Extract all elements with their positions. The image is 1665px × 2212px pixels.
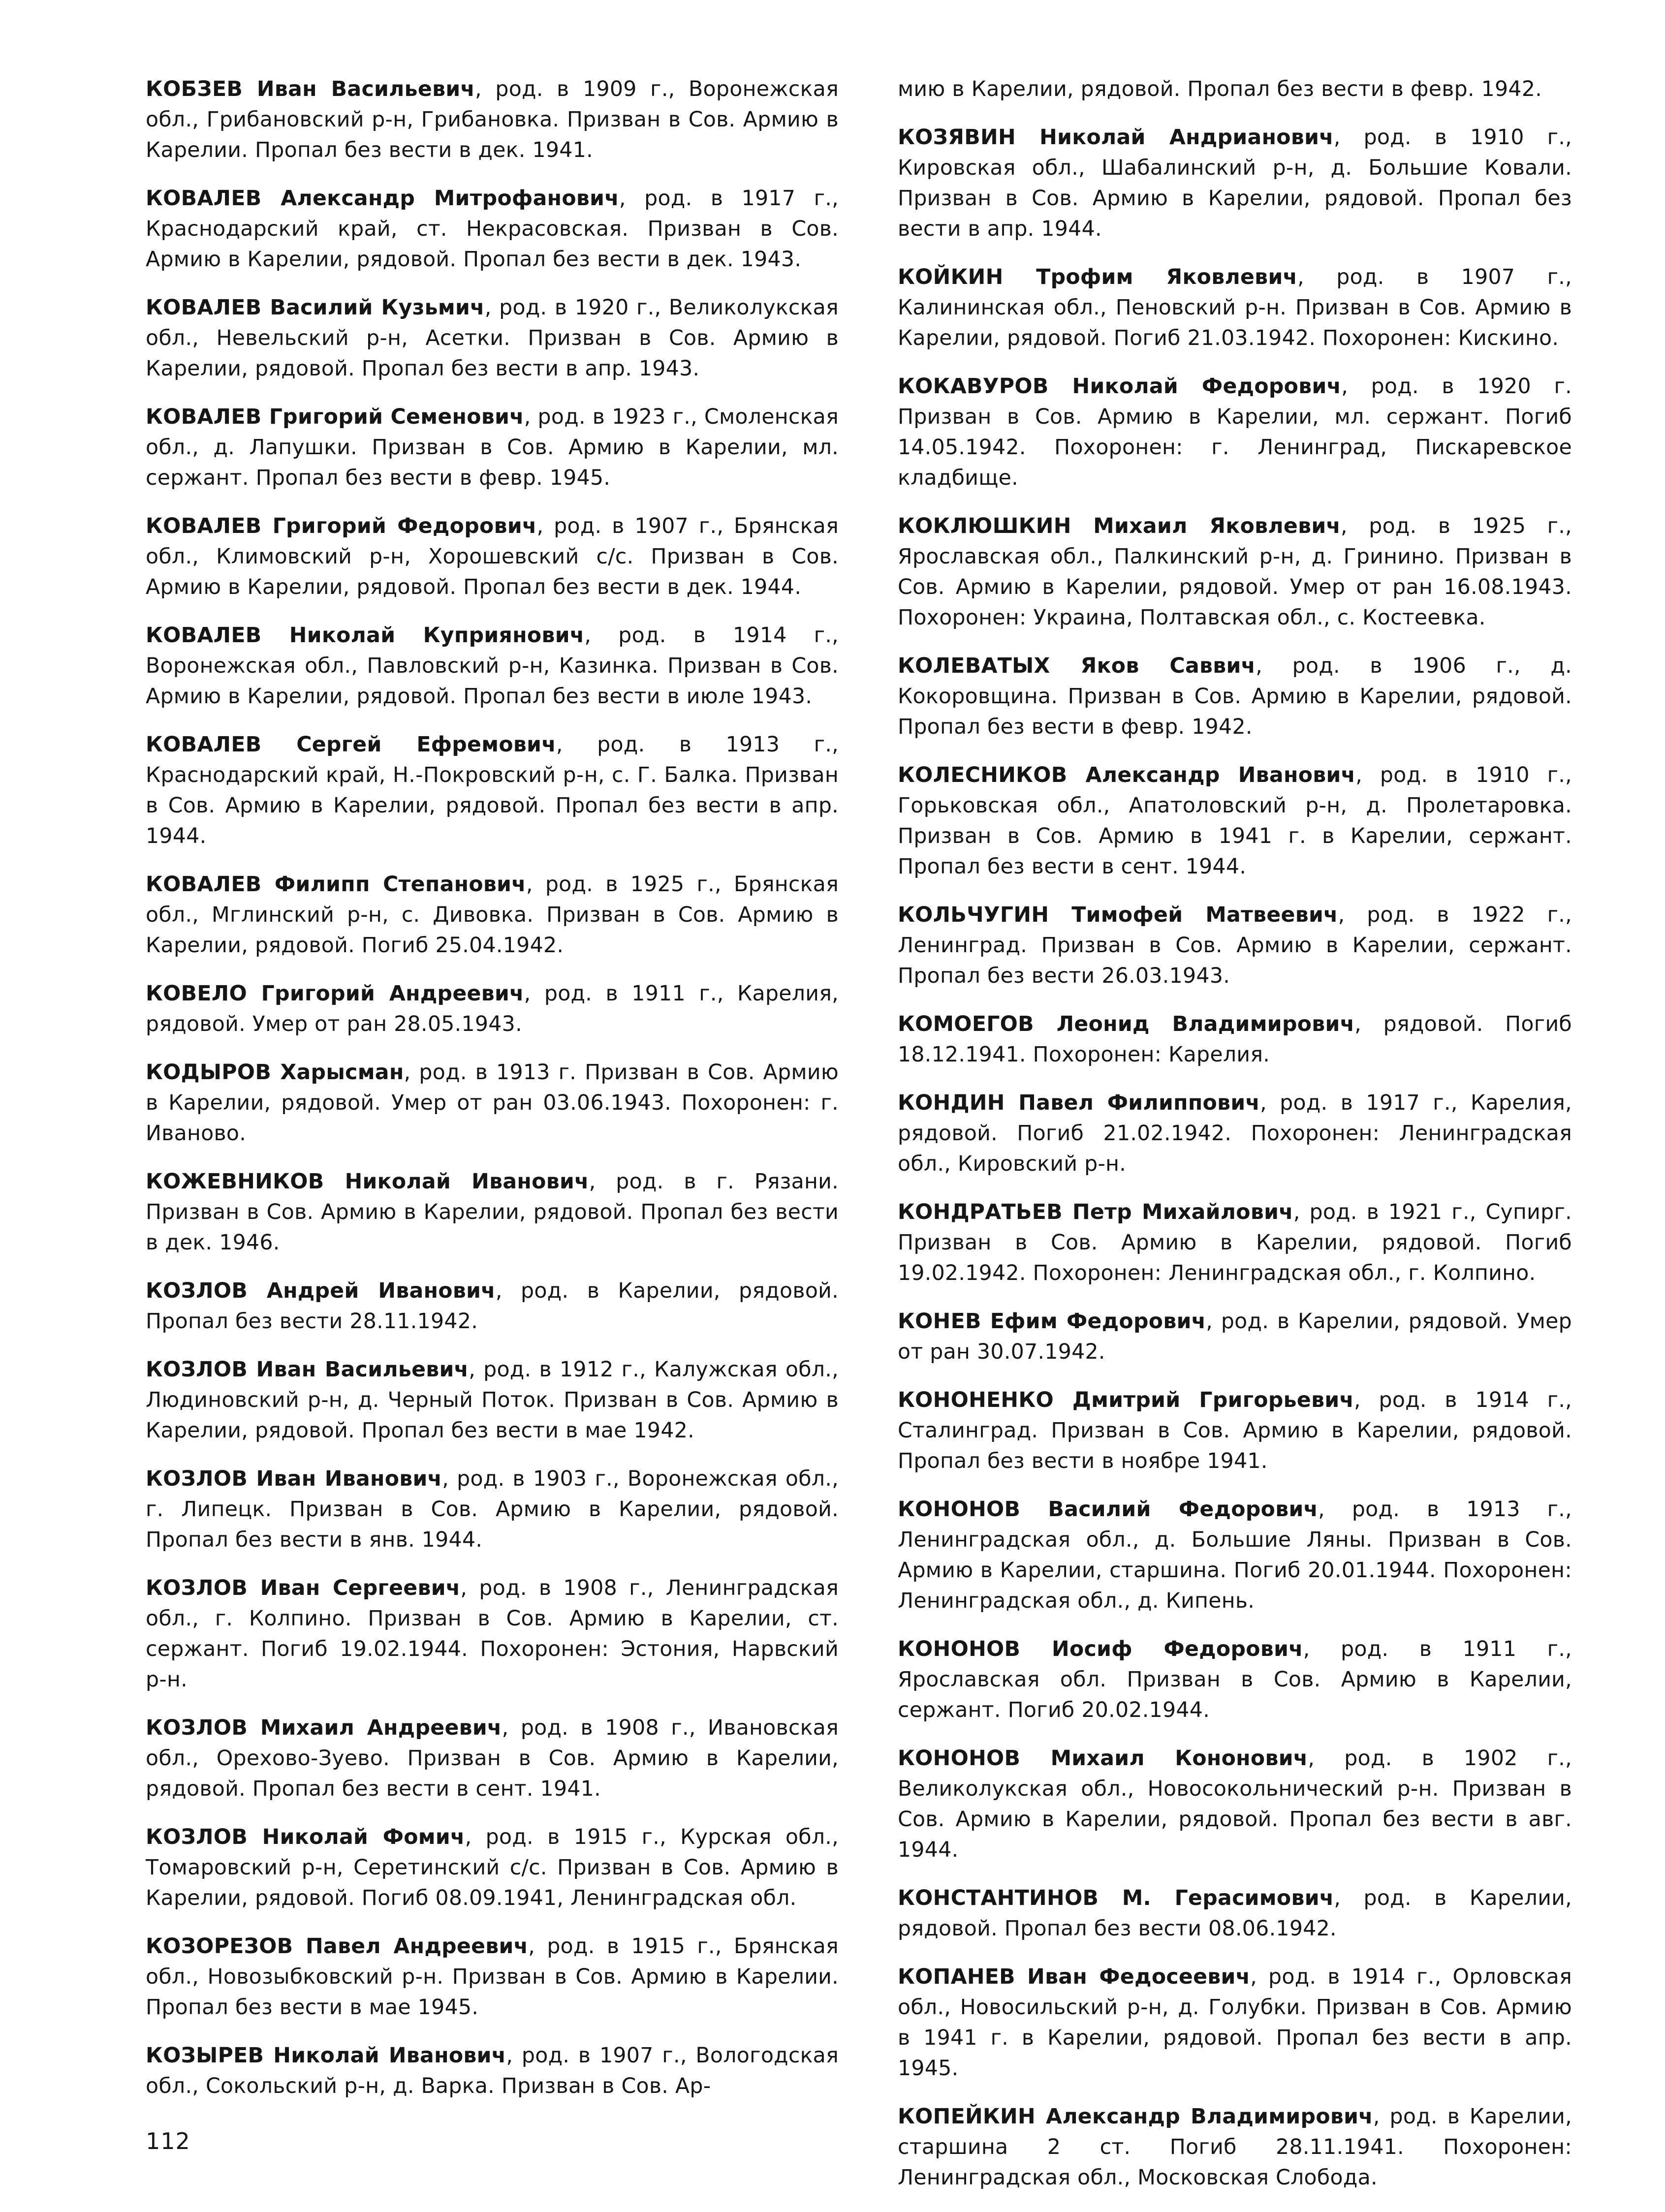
entry-details: , род. в 1921 г., Супирг. Призван в Сов. Армию в Карелии, рядовой. Погиб 19.02.1942. Похоронен: Ленинградская обл., г. Колпино. [898,1200,1572,1285]
person-name: КОВАЛЕВ Александр Митрофанович [146,186,619,211]
person-name: КОЗЯВИН Николай Андрианович [898,125,1334,150]
person-name: КОМОЕГОВ Леонид Владимирович [898,1012,1355,1036]
person-name: КОВАЛЕВ Григорий Семенович [146,405,524,429]
memorial-entry [898,1306,1572,1367]
person-name: КОНОНОВ Иосиф Федорович [898,1637,1303,1661]
person-name: КОЛЕВАТЫХ Яков Саввич [898,654,1256,678]
memorial-entry [146,1166,839,1258]
person-name: КОНОНЕНКО Дмитрий Григорьевич [898,1388,1354,1412]
memorial-entry [146,1057,839,1149]
memorial-entry [898,511,1572,633]
entry-details: , род. в 1925 г., Брянская обл., Мглинский р-н, с. Дивовка. Призван в Сов. Армию в Карелии, рядовой. Погиб 25.04.1942. [146,872,839,958]
entry-details: , род. в 1915 г., Курская обл., Томаровский р-н, Серетинский с/с. Призван в Сов. Армию в Карелии, рядовой. Погиб 08.09.1941, Ленинградская обл. [146,1825,839,1910]
memorial-entry [898,122,1572,244]
person-name: КОКЛЮШКИН Михаил Яковлевич [898,514,1341,538]
person-name: КОНЕВ Ефим Федорович [898,1309,1206,1334]
memorial-entry [146,183,839,275]
entry-details: , род. в 1907 г., Калининская обл., Пеновский р-н. Призван в Сов. Армию в Карелии, рядовой. Погиб 21.03.1942. Похоронен: Кискино. [898,265,1572,350]
memorial-entry [146,1713,839,1804]
person-name: КОЖЕВНИКОВ Николай Иванович [146,1169,589,1194]
entry-details: , род. в 1908 г., Ленинградская обл., г. Колпино. Призван в Сов. Армию в Карелии, ст. сержант. Погиб 19.02.1944. Похоронен: Эстония, Нарвский р-н. [146,1576,839,1692]
person-name: КОВАЛЕВ Василий Кузьмич [146,295,485,320]
memorial-entry [898,1385,1572,1476]
entry-details: , род. в 1914 г., Орловская обл., Новосильский р-н, д. Голубки. Призван в Сов. Армию в 1941 г. в Карелии, рядовой. Пропал без вести в апр. 1945. [898,1964,1572,2081]
person-name: КОНСТАНТИНОВ М. Герасимович [898,1886,1334,1910]
person-name: КОЗЛОВ Иван Иванович [146,1466,442,1491]
person-name: КОЗЛОВ Николай Фомич [146,1825,465,1849]
person-name: КОЗЛОВ Иван Сергеевич [146,1576,461,1600]
entry-details: , род. в 1911 г., Карелия, рядовой. Умер от ран 28.05.1943. [146,981,839,1036]
memorial-entry [146,1573,839,1695]
entry-details: , род. в 1906 г., д. Кокоровщина. Призван в Сов. Армию в Карелии, рядовой. Пропал без вести в февр. 1942. [898,654,1572,739]
entry-details: , род. в Карелии, рядовой. Пропал без вести 28.11.1942. [146,1278,839,1334]
entry-details: , род. в Карелии, рядовой. Пропал без вести 08.06.1942. [898,1886,1572,1941]
memorial-entry [898,651,1572,742]
entry-details: , род. в 1923 г., Смоленская обл., д. Лапушки. Призван в Сов. Армию в Карелии, мл. сержант. Пропал без вести в февр. 1945. [146,405,839,490]
memorial-entry [898,1962,1572,2084]
right-column [898,74,1572,2211]
memorial-entry [146,729,839,851]
memorial-entry [146,1931,839,2023]
person-name: КОКАВУРОВ Николай Федорович [898,374,1342,399]
entry-details: , род. в 1914 г., Сталинград. Призван в Сов. Армию в Карелии, рядовой. Пропал без вести в ноябре 1941. [898,1388,1572,1473]
page-number: 112 [146,2128,190,2154]
memorial-entry [898,2101,1572,2193]
memorial-entry [146,869,839,961]
person-name: КОЛЬЧУГИН Тимофей Матвеевич [898,903,1338,927]
entry-details: , род. в 1902 г., Великолукская обл., Новосокольнический р-н. Призван в Сов. Армию в Карелии, рядовой. Пропал без вести в авг. 1944. [898,1746,1572,1862]
entry-details: , род. в г. Рязани. Призван в Сов. Армию в Карелии, рядовой. Пропал без вести в дек. 1946. [146,1169,839,1255]
memorial-entry [898,1009,1572,1070]
memorial-entry [898,1494,1572,1616]
entry-details: , рядовой. Погиб 18.12.1941. Похоронен: Карелия. [898,1012,1572,1067]
entry-details: , род. в 1925 г., Ярославская обл., Палкинский р-н, д. Гринино. Призван в Сов. Армию в Карелии, рядовой. Умер от ран 16.08.1943. Похоронен: Украина, Полтавская обл., с. Костеевка. [898,514,1572,630]
memorial-entry [146,74,839,165]
person-name: КОБЗЕВ Иван Васильевич [146,77,475,101]
memorial-entry [898,760,1572,882]
person-name: КОДЫРОВ Харысман [146,1060,404,1085]
memorial-entry [146,1822,839,1913]
person-name: КОВАЛЕВ Николай Куприянович [146,623,585,648]
entry-details: , род. в 1913 г., Ленинградская обл., д. Большие Ляны. Призван в Сов. Армию в Карелии, старшина. Погиб 20.01.1944. Похоронен: Ленинградская обл., д. Кипень. [898,1497,1572,1613]
person-name: КОЗЛОВ Иван Васильевич [146,1357,469,1382]
person-name: КОЙКИН Трофим Яковлевич [898,265,1298,289]
entry-details: , род. в 1910 г., Горьковская обл., Апатоловский р-н, д. Пролетаровка. Призван в Сов. Армию в 1941 г. в Карелии, сержант. Пропал без вести в сент. 1944. [898,763,1572,879]
person-name: КОПЕЙКИН Александр Владимирович [898,2104,1373,2129]
entry-details: , род. в 1913 г. Призван в Сов. Армию в Карелии, рядовой. Умер от ран 03.06.1943. Похоронен: г. Иваново. [146,1060,839,1146]
person-name: КОВЕЛО Григорий Андреевич [146,981,524,1006]
memorial-entry [146,1276,839,1337]
person-name: КОВАЛЕВ Сергей Ефремович [146,732,556,757]
memorial-entry [898,1634,1572,1725]
person-name: КОНОНОВ Василий Федорович [898,1497,1319,1522]
entry-details: , род. в 1914 г., Воронежская обл., Павловский р-н, Казинка. Призван в Сов. Армию в Карелии, рядовой. Пропал без вести в июле 1943. [146,623,839,709]
memorial-entry [898,1197,1572,1288]
entry-details: , род. в Карелии, старшина 2 ст. Погиб 28.11.1941. Похоронен: Ленинградская обл., Московская Слобода. [898,2104,1572,2190]
memorial-entry [898,1883,1572,1944]
person-name: КОВАЛЕВ Филипп Степанович [146,872,526,897]
memorial-entry [898,1088,1572,1179]
entry-details: , род. в 1909 г., Воронежская обл., Грибановский р-н, Грибановка. Призван в Сов. Армию в Карелии. Пропал без вести в дек. 1941. [146,77,839,162]
person-name: КОВАЛЕВ Григорий Федорович [146,514,537,538]
memorial-entry [898,262,1572,353]
person-name: КОЗЫРЕВ Николай Иванович [146,2043,506,2068]
entry-details: , род. в 1915 г., Брянская обл., Новозыбковский р-н. Призван в Сов. Армию в Карелии. Пропал без вести в мае 1945. [146,1934,839,2020]
memorial-entry [146,978,839,1039]
entry-details: , род. в Карелии, рядовой. Умер от ран 30.07.1942. [898,1309,1572,1364]
person-name: КОЗОРЕЗОВ Павел Андреевич [146,1934,529,1959]
memorial-entry [898,371,1572,493]
memorial-entry [146,1354,839,1446]
entry-details: мию в Карелии, рядовой. Пропал без вести в февр. 1942. [898,77,1542,101]
memorial-entry [146,511,839,602]
entry-details: , род. в 1911 г., Ярославская обл. Призван в Сов. Армию в Карелии, сержант. Погиб 20.02.1944. [898,1637,1572,1722]
memorial-entry [898,900,1572,991]
entry-details: , род. в 1917 г., Краснодарский край, ст. Некрасовская. Призван в Сов. Армию в Карелии, рядовой. Пропал без вести в дек. 1943. [146,186,839,272]
memorial-entry [146,402,839,493]
memorial-entry [146,292,839,384]
person-name: КОНДРАТЬЕВ Петр Михайлович [898,1200,1293,1224]
memorial-entry [898,1743,1572,1865]
entry-details: , род. в 1913 г., Краснодарский край, Н.-Покровский р-н, с. Г. Балка. Призван в Сов. Армию в Карелии, рядовой. Пропал без вести в апр. 1944. [146,732,839,848]
memorial-entry [898,74,1572,104]
person-name: КОПАНЕВ Иван Федосеевич [898,1964,1251,1989]
entry-details: , род. в 1907 г., Вологодская обл., Сокольский р-н, д. Варка. Призван в Сов. Ар- [146,2043,839,2098]
person-name: КОНДИН Павел Филиппович [898,1090,1260,1115]
entry-details: , род. в 1922 г., Ленинград. Призван в Сов. Армию в Карелии, сержант. Пропал без вести 26.03.1943. [898,903,1572,988]
entry-details: , род. в 1907 г., Брянская обл., Климовский р-н, Хорошевский с/с. Призван в Сов. Армию в Карелии, рядовой. Пропал без вести в дек. 1944. [146,514,839,599]
entry-details: , род. в 1920 г., Великолукская обл., Невельский р-н, Асетки. Призван в Сов. Армию в Карелии, рядовой. Пропал без вести в апр. 1943. [146,295,839,381]
left-column [146,74,839,2119]
person-name: КОЛЕСНИКОВ Александр Иванович [898,763,1356,787]
person-name: КОЗЛОВ Андрей Иванович [146,1278,496,1303]
entry-details: , род. в 1917 г., Карелия, рядовой. Погиб 21.02.1942. Похоронен: Ленинградская обл., Кировский р-н. [898,1090,1572,1176]
person-name: КОЗЛОВ Михаил Андреевич [146,1715,502,1740]
memorial-entry [146,1464,839,1555]
entry-details: , род. в 1903 г., Воронежская обл., г. Липецк. Призван в Сов. Армию в Карелии, рядовой. Пропал без вести в янв. 1944. [146,1466,839,1552]
person-name: КОНОНОВ Михаил Кононович [898,1746,1308,1771]
entry-details: , род. в 1912 г., Калужская обл., Людиновский р-н, д. Черный Поток. Призван в Сов. Армию в Карелии, рядовой. Пропал без вести в мае 1942. [146,1357,839,1443]
entry-details: , род. в 1908 г., Ивановская обл., Орехово-Зуево. Призван в Сов. Армию в Карелии, рядовой. Пропал без вести в сент. 1941. [146,1715,839,1801]
memorial-entry [146,2040,839,2101]
entry-details: , род. в 1920 г. Призван в Сов. Армию в Карелии, мл. сержант. Погиб 14.05.1942. Похоронен: г. Ленинград, Пискаревское кладбище. [898,374,1572,490]
memorial-entry [146,620,839,712]
entry-details: , род. в 1910 г., Кировская обл., Шабалинский р-н, д. Большие Ковали. Призван в Сов. Армию в Карелии, рядовой. Пропал без вести в апр. 1944. [898,125,1572,241]
